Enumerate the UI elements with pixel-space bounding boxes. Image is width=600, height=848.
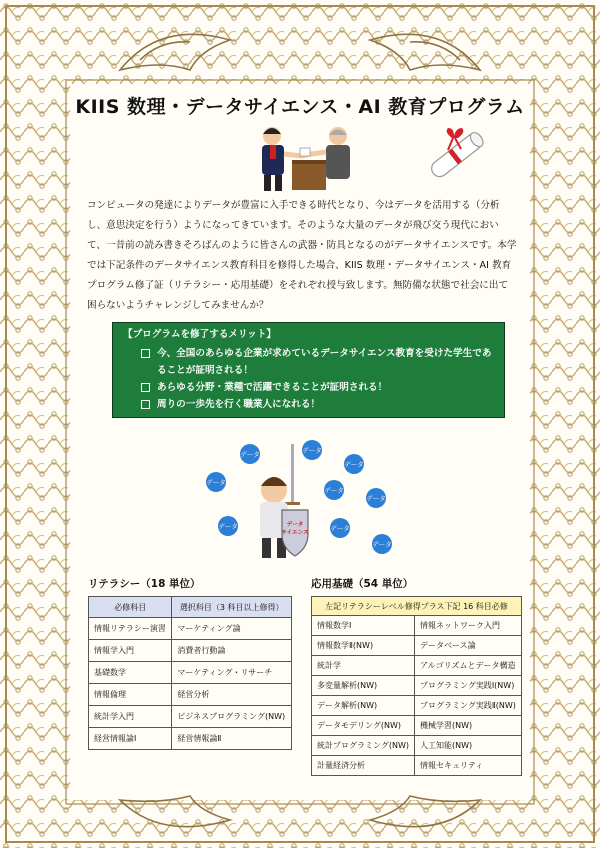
svg-text:データ: データ	[330, 524, 350, 533]
literacy-section-title: リテラシー（18 単位）	[88, 578, 201, 590]
table-row: データモデリング(NW) 機械学習(NW)	[312, 716, 522, 736]
table-row: データ解析(NW) プログラミング実践Ⅱ(NW)	[312, 696, 522, 716]
table-row: 情報数学Ⅰ 情報ネットワーク入門	[312, 616, 522, 636]
data-bubble-icon	[330, 518, 350, 538]
checkbox-square-icon	[141, 383, 150, 392]
merit-list	[123, 345, 494, 413]
svg-text:データ: データ	[206, 478, 226, 487]
table-row: 情報倫理 経営分析	[89, 684, 292, 706]
svg-text:データ: データ	[240, 450, 260, 459]
data-bubble-icon	[344, 454, 364, 474]
svg-text:サイエンス: サイエンス	[281, 530, 309, 536]
svg-text:データ: データ	[344, 460, 364, 469]
svg-text:データ: データ	[324, 486, 344, 495]
applied-section-title: 応用基礎（54 単位）	[311, 578, 414, 590]
svg-text:データ: データ	[372, 540, 392, 549]
merit-item: 周りの一歩先を行く職業人になれる！	[141, 396, 494, 413]
data-bubble-icon	[240, 444, 260, 464]
table-row: 情報数学Ⅱ(NW) データベース論	[312, 636, 522, 656]
merit-item: 今、全国のあらゆる企業が求めているデータサイエンス教育を受けた学生であることが証明される！	[141, 345, 494, 379]
data-science-warrior-illustration	[190, 440, 420, 570]
table-row: 基礎数学 マーケティング・リサーチ	[89, 662, 292, 684]
svg-text:データ: データ	[286, 522, 304, 528]
checkbox-square-icon	[141, 349, 150, 358]
table-row: 統計プログラミング(NW) 人工知能(NW)	[312, 736, 522, 756]
data-bubble-icon	[302, 440, 322, 460]
page-title: KIIS 数理・データサイエンス・AI 教育プログラム	[75, 96, 525, 118]
merit-title: 【プログラムを修了するメリット】	[123, 329, 277, 340]
data-bubble-icon	[366, 488, 386, 508]
svg-text:データ: データ	[366, 494, 386, 503]
applied-course-table	[311, 596, 522, 776]
svg-text:データ: データ	[218, 522, 238, 531]
table-row: 情報学入門 消費者行動論	[89, 640, 292, 662]
table-row: 経営情報論Ⅰ 経営情報論Ⅱ	[89, 728, 292, 750]
table-row: 統計学入門 ビジネスプログラミング(NW)	[89, 706, 292, 728]
data-bubble-icon	[324, 480, 344, 500]
literacy-course-table	[88, 596, 292, 750]
merit-box	[112, 322, 505, 418]
data-bubble-icon	[372, 534, 392, 554]
table-header: 左記リテラシーレベル修得プラス下記 16 科目必修	[312, 597, 522, 616]
table-header: 選択科目（3 科目以上修得）	[172, 597, 292, 618]
table-row: 統計学 アルゴリズムとデータ構造	[312, 656, 522, 676]
data-bubble-icon	[218, 516, 238, 536]
certificate-handshake-illustration	[258, 122, 354, 192]
table-row: 多変量解析(NW) プログラミング実践Ⅰ(NW)	[312, 676, 522, 696]
svg-text:データ: データ	[302, 446, 322, 455]
diploma-scroll-icon	[422, 120, 492, 190]
intro-paragraph: コンピュータの発達によりデータが豊富に入手できる時代となり、今はデータを活用する（分析し、意思決定を行う）ようになってきています。そのような大量のデータが飛び交う現代において、一昔前の読み書きそろばんのように皆さんの武器・防具となるのがデータサイエンスです。本学では下記条件のデータサイエンス教育科目を修得した場合、KIIS 数理・データサイエンス・AI 教育プログラム修了証（リテラシー・応用基礎）をそれぞれ授与致します。無防備な状態で社会に出て困らないようチャレンジしてみませんか？	[87, 200, 517, 311]
checkbox-square-icon	[141, 400, 150, 409]
data-bubble-icon	[206, 472, 226, 492]
table-header: 必修科目	[89, 597, 172, 618]
merit-item: あらゆる分野・業種で活躍できることが証明される！	[141, 379, 494, 396]
table-row: 計量経済分析 情報セキュリティ	[312, 756, 522, 776]
table-row: 情報リテラシー演習 マーケティング論	[89, 618, 292, 640]
